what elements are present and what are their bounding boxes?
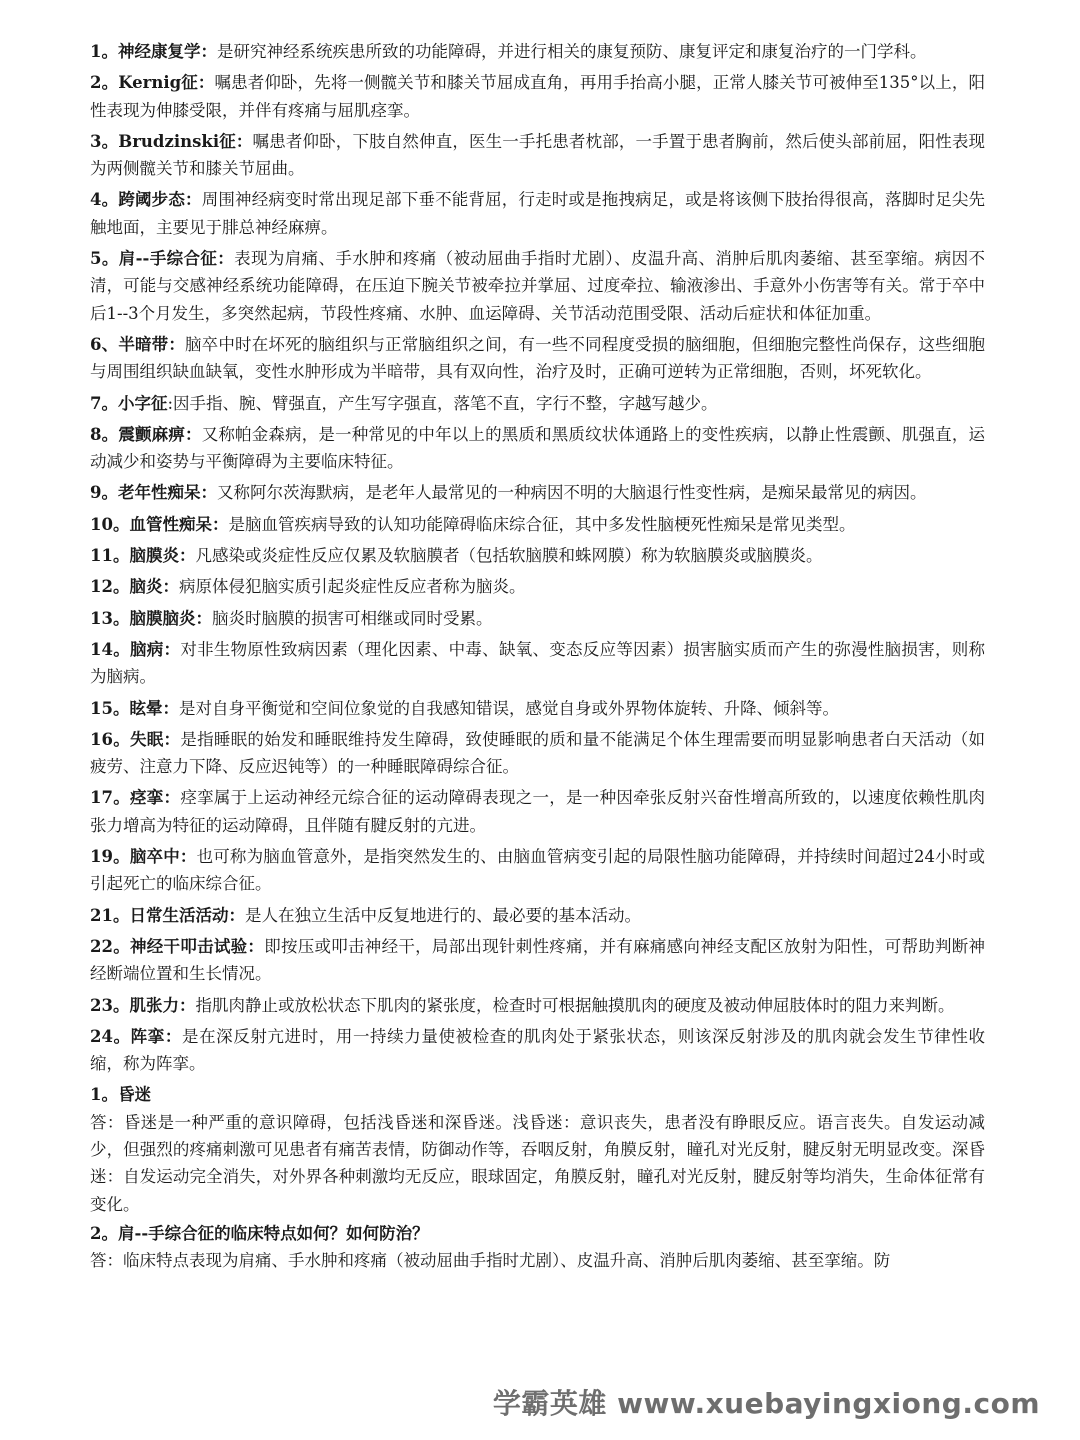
- definition-text: 嘱患者仰卧，下肢自然伸直，医生一手托患者枕部，一手置于患者胸前，然后使头部前屈，阳性表现为两侧髋关节和膝关节屈曲。: [90, 131, 986, 179]
- question-title: 1。昏迷: [90, 1085, 151, 1105]
- definition-term: 日常生活活动：: [129, 905, 245, 925]
- definition-term: 脑膜炎：: [129, 546, 196, 566]
- definition-text: 又称阿尔茨海默病，是老年人最常见的一种病因不明的大脑退行性变性病，是痴呆最常见的病因。: [216, 483, 927, 503]
- definition-number: 2。: [90, 73, 119, 93]
- definition-term: 肩--手综合征：: [118, 249, 235, 269]
- definition-term: Kernig征：: [118, 73, 215, 93]
- definition-text: 是在深反射亢进时，用一持续力量使被检查的肌肉处于紧张状态，则该深反射涉及的肌肉就会发生节律性收缩，称为阵挛。: [90, 1026, 986, 1074]
- definition-entry: [90, 390, 985, 417]
- question-answer: 答：临床特点表现为肩痛、手水肿和疼痛（被动屈曲手指时尤剧）、皮温升高、消肿后肌肉萎缩、甚至挛缩。防: [90, 1251, 891, 1271]
- definition-number: 11。: [90, 546, 130, 566]
- definition-entry: [90, 933, 985, 988]
- definition-number: 10。: [90, 514, 130, 534]
- definition-text: 是研究神经系统疾患所致的功能障碍，并进行相关的康复预防、康复评定和康复治疗的一门学科。: [216, 42, 927, 61]
- definition-text: 脑卒中时在坏死的脑组织与正常脑组织之间，有一些不同程度受损的脑细胞，但细胞完整性尚保存，这些细胞与周围组织缺血缺氧，变性水肿形成为半暗带，具有双向性，治疗及时，正确可逆转为正常细胞，否则，坏死软化。: [90, 334, 986, 382]
- definition-number: 1。: [90, 42, 118, 61]
- definition-number: 23。: [90, 995, 130, 1015]
- definition-term: 阵挛：: [130, 1026, 182, 1046]
- definition-number: 4。: [90, 190, 119, 210]
- definition-entry: [90, 726, 985, 781]
- definition-term: 神经康复学：: [117, 42, 217, 61]
- definition-term: 脑炎：: [129, 577, 179, 597]
- definition-number: 21。: [90, 905, 130, 925]
- definition-number: 12。: [90, 577, 130, 597]
- definition-text: 凡感染或炎症性反应仅累及软脑膜者（包括软脑膜和蛛网膜）称为软脑膜炎或脑膜炎。: [195, 546, 823, 566]
- definition-term: Brudzinski征：: [118, 131, 253, 151]
- questions-list: [90, 1081, 985, 1274]
- definition-text: 脑炎时脑膜的损害可相继或同时受累。: [211, 608, 493, 628]
- definition-term: 血管性痴呆：: [129, 514, 229, 534]
- definition-text: 痉挛属于上运动神经元综合征的运动障碍表现之一，是一种因牵张反射兴奋性增高所致的，以速度依赖性肌肉张力增高为特征的运动障碍，且伴随有腱反射的亢进。: [90, 788, 986, 835]
- definition-text: :因手指、腕、臂强直，产生写字强直，落笔不直，字行不整，字越写越少。: [167, 393, 718, 413]
- definition-entry: [90, 479, 985, 506]
- definition-number: 14。: [90, 639, 131, 659]
- definition-text: 是脑血管疾病导致的认知功能障碍临床综合征，其中多发性脑梗死性痴呆是常见类型。: [228, 514, 856, 534]
- definition-number: 24。: [90, 1026, 131, 1046]
- definition-number: 8。: [90, 424, 119, 444]
- definition-term: 脑病：: [130, 639, 181, 659]
- definition-entry: [90, 636, 985, 691]
- definition-number: 9。: [90, 483, 118, 503]
- definition-entry: [90, 421, 985, 476]
- definition-number: 3。: [90, 131, 119, 151]
- definition-entry: [90, 843, 985, 898]
- definition-term: 脑膜脑炎：: [129, 608, 212, 628]
- definition-text: 是指睡眠的始发和睡眠维持发生障碍，致使睡眠的质和量不能满足个体生理需要而明显影响患者白天活动（如疲劳、注意力下降、反应迟钝等）的一种睡眠障碍综合征。: [90, 729, 986, 777]
- definition-entry: [90, 331, 985, 386]
- definition-entry: [90, 38, 985, 65]
- definition-text: 是人在独立生活中反复地进行的、最必要的基本活动。: [244, 905, 641, 925]
- definition-number: 13。: [90, 608, 130, 628]
- definition-text: 周围神经病变时常出现足部下垂不能背屈，行走时或是拖拽病足，或是将该侧下肢抬得很高，落脚时足尖先触地面，主要见于腓总神经麻痹。: [90, 190, 986, 237]
- definition-number: 17。: [90, 788, 131, 808]
- definition-entry: [90, 511, 985, 538]
- definition-text: 又称帕金森病，是一种常见的中年以上的黑质和黑质纹状体通路上的变性疾病，以静止性震颤、肌强直，运动减少和姿势与平衡障碍为主要临床特征。: [90, 424, 986, 472]
- definition-entry: [90, 186, 985, 241]
- definition-term: 跨阈步态：: [118, 190, 202, 210]
- definition-number: 19。: [90, 847, 130, 867]
- definition-text: 对非生物原性致病因素（理化因素、中毒、缺氧、变态反应等因素）损害脑实质而产生的弥漫性脑损害，则称为脑病。: [90, 639, 986, 687]
- definition-term: 老年性痴呆：: [117, 483, 217, 503]
- watermark: 学霸英雄 www.xuebayingxiong.com: [492, 1387, 1040, 1420]
- definition-entry: [90, 128, 985, 183]
- definition-entry: [90, 245, 985, 327]
- definition-term: 眩晕：: [129, 698, 179, 718]
- definition-entry: [90, 605, 985, 632]
- definitions-list: [90, 38, 985, 1077]
- definition-entry: [90, 1023, 985, 1078]
- definition-entry: [90, 784, 985, 839]
- definition-text: 即按压或叩击神经干，局部出现针刺性疼痛，并有麻痛感向神经支配区放射为阳性，可帮助判断神经断端位置和生长情况。: [90, 936, 986, 984]
- definition-term: 痉挛：: [130, 788, 181, 808]
- definition-number: 7。: [90, 393, 118, 413]
- question-answer: 答：昏迷是一种严重的意识障碍，包括浅昏迷和深昏迷。浅昏迷：意识丧失，患者没有睁眼反应。语言丧失。自发运动减少，但强烈的疼痛刺激可见患者有痛苦表情，防御动作等，吞咽反射，角膜反射，瞳孔对光反射，腱反射无明显改变。深昏迷：自发运动完全消失，对外界各种刺激均无反应，眼球固定，角膜反射，瞳孔对光反射，腱反射等均消失，生命体征常有变化。: [90, 1112, 985, 1214]
- definition-text: 指肌肉静止或放松状态下肌肉的紧张度，检查时可根据触摸肌肉的硬度及被动伸屈肢体时的阻力来判断。: [195, 995, 955, 1015]
- definition-text: 病原体侵犯脑实质引起炎症性反应者称为脑炎。: [178, 577, 526, 597]
- definition-term: 半暗带：: [118, 334, 186, 354]
- definition-term: 小字征: [117, 393, 168, 413]
- definition-text: 也可称为脑血管意外，是指突然发生的、由脑血管病变引起的局限性脑功能障碍，并持续时间超过24小时或引起死亡的临床综合征。: [90, 847, 985, 894]
- definition-entry: [90, 542, 985, 569]
- definition-entry: [90, 695, 985, 722]
- definition-term: 肌张力：: [129, 995, 196, 1015]
- definition-term: 失眠：: [130, 729, 181, 749]
- definition-number: 16。: [90, 729, 131, 749]
- definition-entry: [90, 902, 985, 929]
- definition-number: 15。: [90, 698, 130, 718]
- definition-text: 是对自身平衡觉和空间位象觉的自我感知错误，感觉自身或外界物体旋转、升降、倾斜等。: [178, 698, 839, 718]
- question-title: 2。肩--手综合征的临床特点如何？如何防治？: [90, 1223, 429, 1243]
- definition-number: 6、: [90, 334, 119, 354]
- document-body: [90, 38, 985, 1276]
- definition-term: 神经干叩击试验：: [130, 936, 265, 956]
- definition-term: 脑卒中：: [129, 847, 197, 867]
- definition-number: 22。: [90, 936, 131, 956]
- definition-number: 5。: [90, 249, 119, 269]
- definition-entry: [90, 573, 985, 600]
- definition-entry: [90, 992, 985, 1019]
- definition-text: 嘱患者仰卧，先将一侧髋关节和膝关节屈成直角，再用手抬高小腿，正常人膝关节可被伸至135°以上，阳性表现为伸膝受限，并伴有疼痛与屈肌痉挛。: [90, 73, 985, 120]
- definition-text: 表现为肩痛、手水肿和疼痛（被动屈曲手指时尤剧）、皮温升高、消肿后肌肉萎缩、甚至挛缩。病因不清，可能与交感神经系统功能障碍，在压迫下腕关节被牵拉并掌屈、过度牵拉、输液渗出、手意外小伤害等有关。常于卒中后1--3个月发生，多突然起病，节段性疼痛、水肿、血运障碍、关节活动范围受限、活动后症状和体征加重。: [90, 249, 986, 323]
- definition-entry: [90, 69, 985, 124]
- definition-term: 震颤麻痹：: [118, 424, 202, 444]
